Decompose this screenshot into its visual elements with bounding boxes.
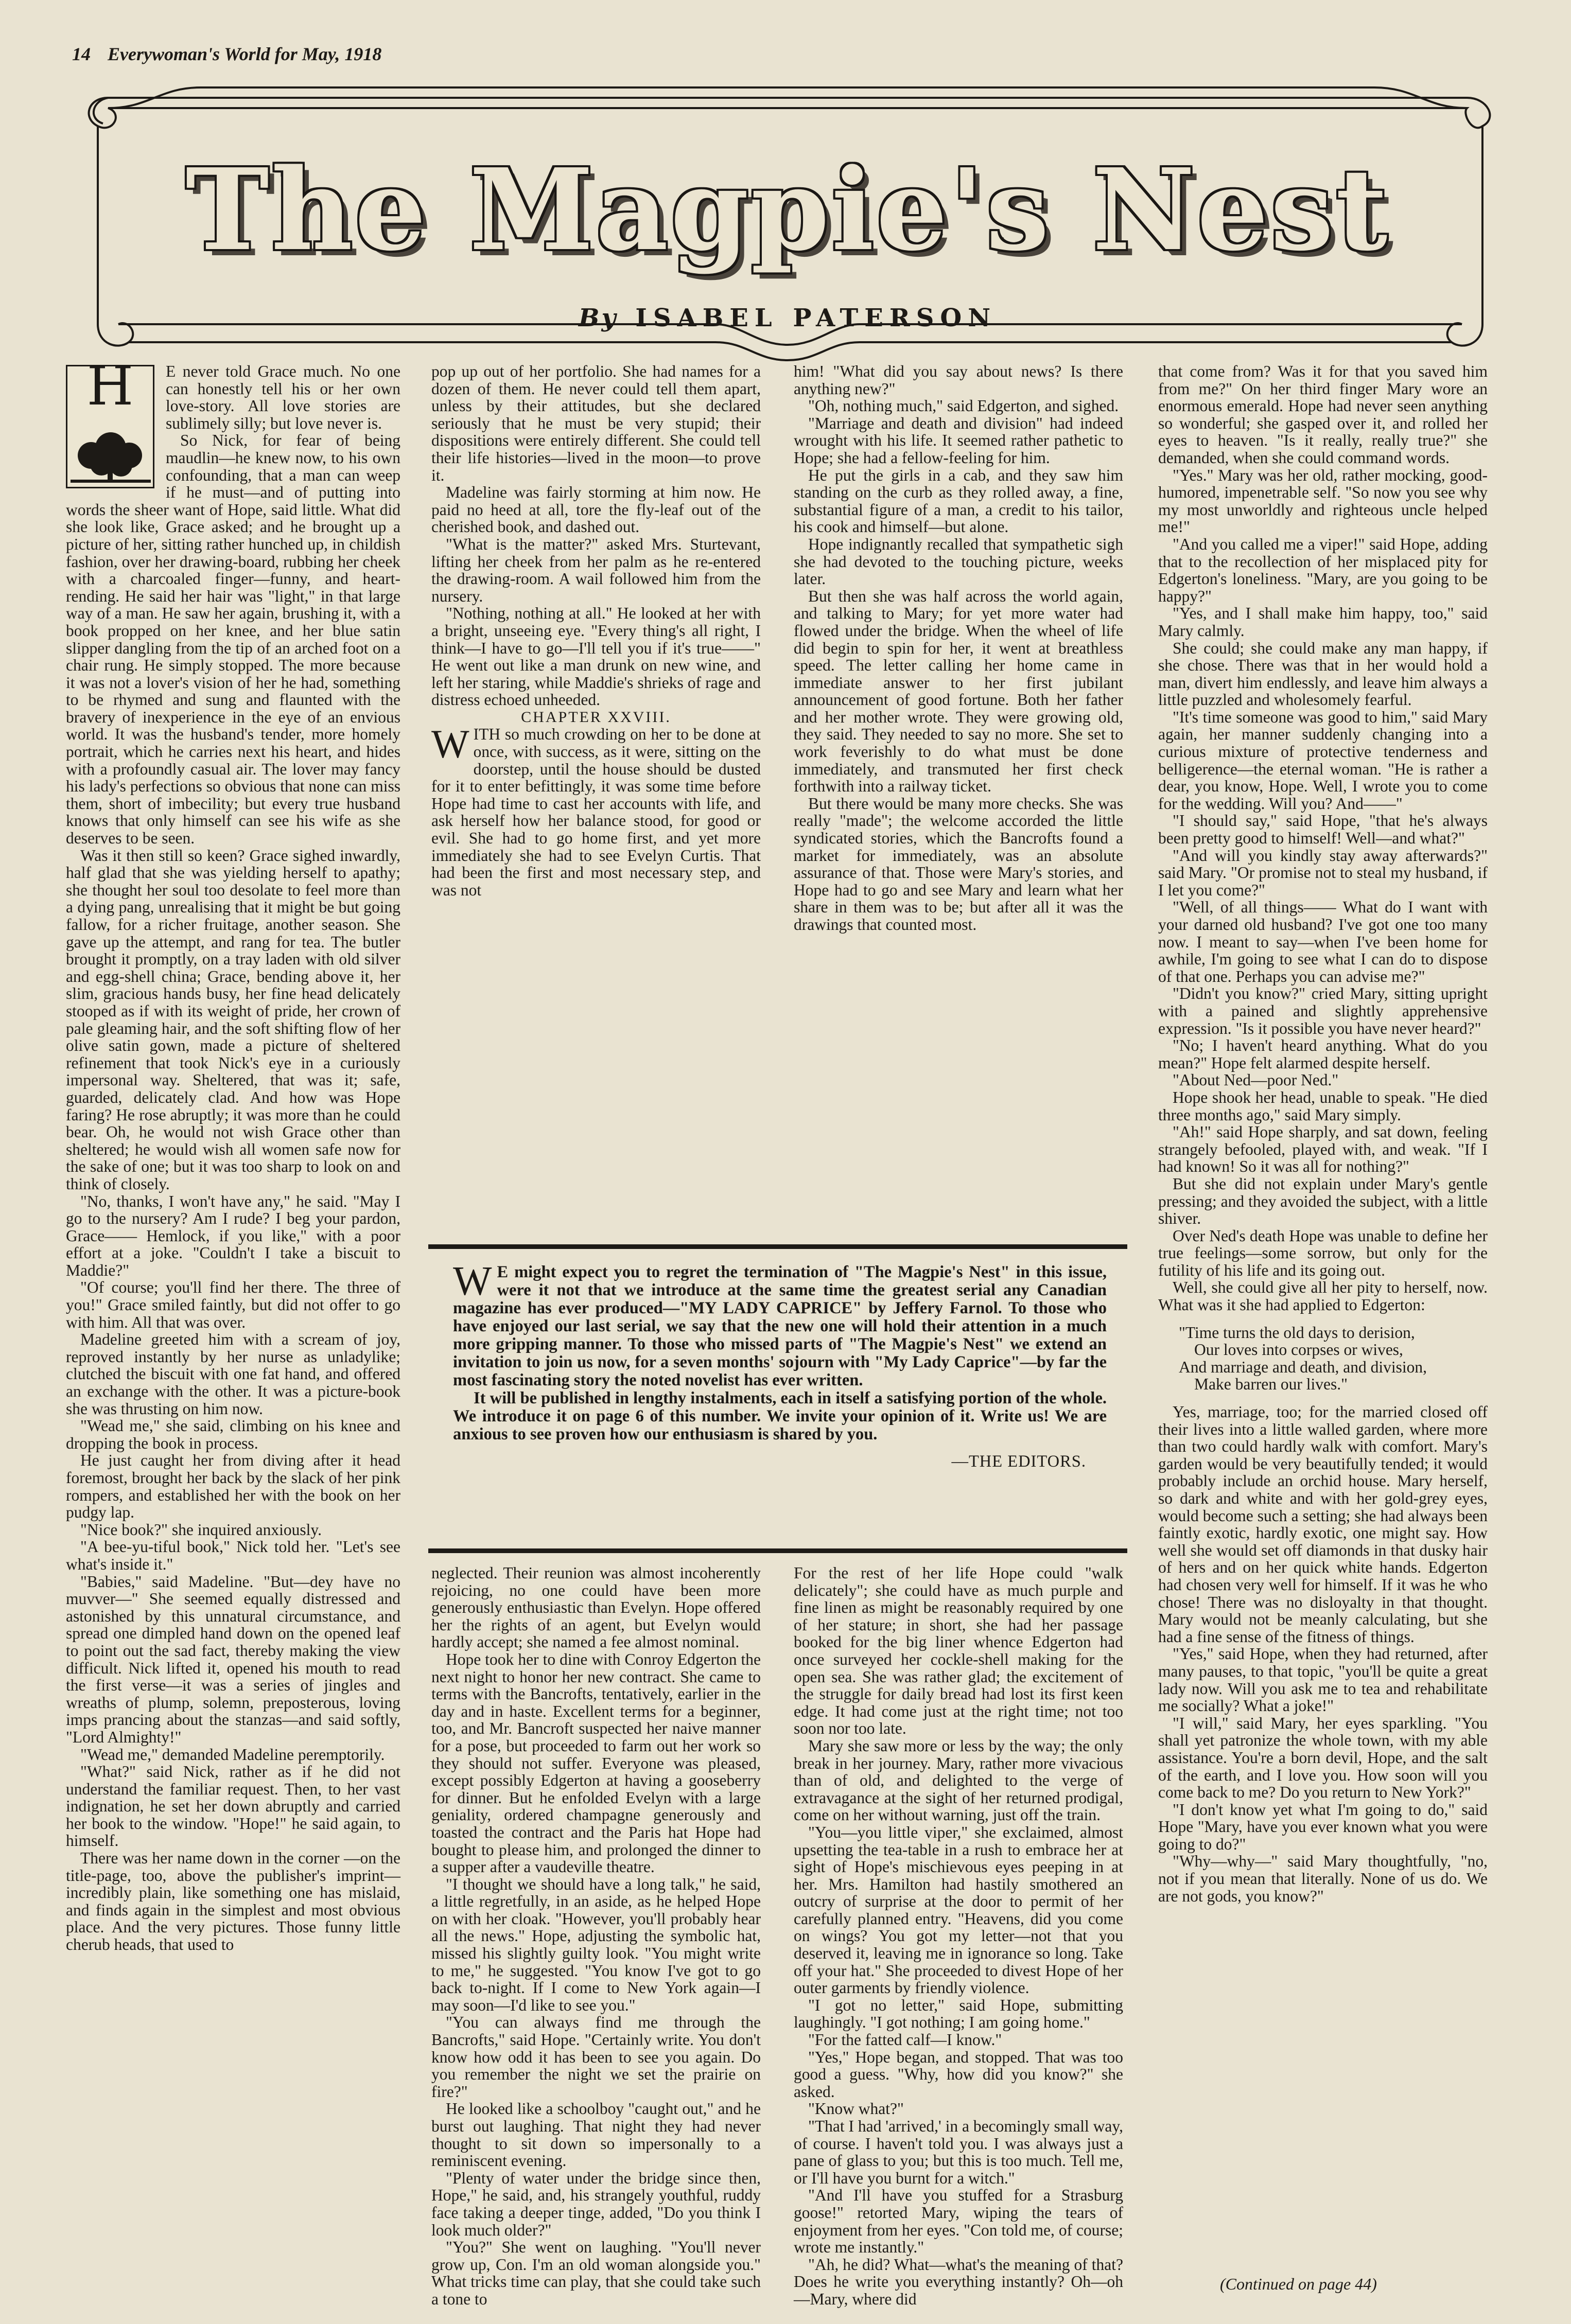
paragraph: She could; she could make any man happy, if she chose. There was that in her would hold a man, divert him endlessly, and leave him always a little puzzled and wholesomely fearful. — [1158, 639, 1488, 709]
page-number: 14 — [72, 44, 91, 64]
notice-initial: W — [453, 1259, 492, 1304]
byline — [77, 304, 1498, 332]
paragraph: "You can always find me through the Bancrofts," said Hope. "Certainly write. You don't know how odd it has been to see you again. Do you remember the night we set the prairie on fire?" — [431, 2013, 761, 2101]
paragraph: He put the girls in a cab, and they saw him standing on the curb as they rolled away, a fine, substantial figure of a man, a credit to his tailor, his cook and himself—but alone. — [794, 466, 1123, 536]
paragraph: "Yes," Hope began, and stopped. That was too good a guess. "Why, how did you know?" she asked. — [794, 2048, 1123, 2101]
paragraph: He just caught her from diving after it head foremost, brought her back by the slack of her pink rompers, and established her with the book on her pudgy lap. — [66, 1451, 400, 1522]
paragraph: "What?" said Nick, rather as if he did not understand the familiar request. Then, to her vast indignation, he set her down abruptly and carried her book to the window. "Hope!" he said again, to himself. — [66, 1763, 400, 1850]
paragraph: "A bee-yu-tiful book," Nick told her. "Let's see what's inside it." — [66, 1538, 400, 1573]
paragraph: neglected. Their reunion was almost incoherently rejoicing, no one could have been more generously enthusiastic than Evelyn. Hope offered her the rights of an agent, but Evelyn would hardly accept; she named a fee almost nominal. — [431, 1564, 761, 1651]
chapter-heading: CHAPTER XXVIII. — [521, 708, 671, 726]
column-2-top — [431, 363, 761, 899]
paragraph: Yes, marriage, too; for the married closed off their lives into a little walled garden, where more than two could hardly walk with comfort. Mary's garden would be very beautifully tended; it would probably include an orchid house. Mary herself, so dark and white and with her gold-grey eyes, would become such a setting; she had always been faintly exotic, hardly exotic, one might say. How well she would set off diamonds in that dusky hair of hers and on her quick white hands. Edgerton had chosen very well for himself. If it was he who chose! There was no disloyalty in that thought. Mary would not be meanly calculating, but she had a fine sense of the fitness of things. — [1158, 1403, 1488, 1646]
title-frame — [77, 77, 1498, 363]
paragraph: Hope indignantly recalled that sympathetic sigh she had devoted to the touching picture, weeks later. — [794, 535, 1123, 588]
drop-cap — [66, 355, 154, 488]
paragraph: Mary she saw more or less by the way; the only break in her journey. Mary, rather more vivacious than of old, and delighted to the verge of extravagance at the sight of her returned prodigal, come on her without warning, just off the train. — [794, 1736, 1123, 1824]
paragraph: "That I had 'arrived,' in a becomingly small way, of course. I haven't told you. I was always just a pane of glass to you; but this is too much. Tell me, or I'll have you burnt for a witch." — [794, 2117, 1123, 2187]
paragraph: Hope shook her head, unable to speak. "He died three months ago," said Mary simply. — [1158, 1088, 1488, 1124]
editors-notice — [453, 1259, 1107, 1471]
paragraph: "I should say," said Hope, "that he's always been pretty good to himself! Well—and what?" — [1158, 812, 1488, 848]
paragraph: "Wead me," she said, climbing on his knee and dropping the book in process. — [66, 1417, 400, 1452]
notice-text: E might expect you to regret the termination of "The Magpie's Nest" in this issue, were it not that we introduce at the same time the greatest serial any Canadian magazine has ever produced—"MY LADY CAPRICE" by Jeffery Farnol. To those who have enjoyed our last serial, we say that the new one will hold their attention in a much more gripping manner. To those who missed parts of "The Magpie's Nest" we extend an invitation to join us now, for a seven months' sojourn with "My Lady Caprice"—by far the most fascinating story the noted novelist has ever written. — [453, 1263, 1107, 1389]
chapter-text: ITH so much crowding on her to be done at once, with success, as it were, sitting on the doorstep, until the house should be dusted for it to enter befittingly, it was some time before Hope had time to cast her accounts with life, and ask herself how her balance stood, for good or evil. She had to go home first, and yet more immediately she had to see Evelyn Curtis. That had been the first and most necessary step, and was not — [431, 725, 761, 899]
paragraph: "And will you kindly stay away afterwards?" said Mary. "Or promise not to steal my husband, if I let you come?" — [1158, 846, 1488, 899]
paragraph: "Yes, and I shall make him happy, too," said Mary calmly. — [1158, 604, 1488, 640]
paragraph: E never told Grace much. No one can honestly tell his or her own love-story. All love stories are sublimely silly; but love never is. — [166, 362, 400, 432]
paragraph: pop up out of her portfolio. She had names for a dozen of them. He never could tell them apart, unless by their attitudes, but she declared seriously that he must be very stupid; their dispositions were entirely different. She could tell their life histories—lived in the moon—to prove it. — [431, 362, 761, 484]
verse-line: Our loves into corpses or wives, — [1194, 1341, 1403, 1359]
verse-line: Make barren our lives." — [1194, 1375, 1348, 1394]
column-2-bottom — [431, 1564, 761, 2308]
chapter-opening — [431, 721, 761, 899]
paragraph: "No; I haven't heard anything. What do you mean?" Hope felt alarmed despite herself. — [1158, 1036, 1488, 1072]
paragraph: "I don't know yet what I'm going to do," said Hope "Mary, have you ever known what you were going to do?" — [1158, 1800, 1488, 1853]
notice-paragraph-2 — [453, 1389, 1107, 1443]
author-name: ISABEL PATERSON — [635, 304, 997, 332]
paragraph: "I will," said Mary, her eyes sparkling. "You shall yet patronize the whole town, with my able assistance. You're a born devil, Hope, and the salt of the earth, and I love you. How soon will you come back to me? Do you return to New York?" — [1158, 1714, 1488, 1802]
paragraph: "It's time someone was good to him," said Mary again, her manner suddenly changing into a curious mixture of protective tenderness and belligerence—the eternal woman. "He is rather a dear, you know, Hope. Well, I wrote you to come for the wedding. Will you? And——" — [1158, 708, 1488, 813]
verse-line: And marriage and death, and division, — [1179, 1358, 1427, 1376]
column-4 — [1158, 363, 1488, 1905]
column-3-top — [794, 363, 1123, 934]
page-header — [72, 43, 381, 65]
paragraph: "Plenty of water under the bridge since then, Hope," he said, and, his strangely youthful, ruddy face taking a deeper tinge, added, "Do you think I look much older?" — [431, 2169, 761, 2239]
column-1 — [66, 355, 400, 1954]
paragraph: "Well, of all things—— What do I want with your darned old husband? I've got one too many now. I meant to say—when I've been home for awhile, I'm going to see what I can do to dispose of that one. Perhaps you can advise me?" — [1158, 898, 1488, 985]
paragraph: "Why—why—" said Mary thoughtfully, "no, not if you mean that literally. None of us do. We are not gods, you know?" — [1158, 1852, 1488, 1905]
paragraph: "Know what?" — [808, 2100, 904, 2118]
paragraph: Hope took her to dine with Conroy Edgerton the next night to honor her new contract. She came to terms with the Bancrofts, tentatively, earlier in the day and in haste. Excellent terms for a beginner, too, and Mr. Bancroft suspected her naive manner for a pose, but proceeded to farm out her work so they should not suffer. Everyone was pleased, except possibly Edgerton at having a gooseberry for dinner. But he enfolded Evelyn with a large geniality, ordered champagne generously and toasted the contract and the Paris hat Hope had bought to please him, and prolonged the dinner to a supper after a vaudeville theatre. — [431, 1650, 761, 1876]
continued-note: (Continued on page 44) — [1220, 2275, 1377, 2293]
paragraph: "About Ned—poor Ned." — [1173, 1071, 1339, 1089]
paragraph: "Didn't you know?" cried Mary, sitting upright with a pained and slightly apprehensive expression. "Is it possible you have never heard?" — [1158, 984, 1488, 1037]
paragraph: "Babies," said Madeline. "But—dey have no muvver—" She seemed equally distressed and astonished by this unnatural circumstance, and spread one dimpled hand down on the opened leaf to point out the sad fact, thereby making the view difficult. Nick lifted it, opened his mouth to read the first verse—it was a series of jingles and wreaths of plump, solemn, preposterous, loving imps prancing about the stanzas—and said softly, "Lord Almighty!" — [66, 1572, 400, 1746]
paragraph: "Nothing, nothing at all." He looked at her with a bright, unseeing eye. "Every thing's all right, I think—I have to go—I'll tell you if it's true——" He went out like a man drunk on new wine, and left her staring, while Maddie's shrieks of rage and distress echoed unheeded. — [431, 604, 761, 709]
notice-signature: —THE EDITORS. — [951, 1452, 1086, 1471]
paragraph: But there would be many more checks. She was really "made"; the welcome accorded the little syndicated stories, which the Bancrofts found a market for immediately, was an absolute assurance of that. Those were Mary's stories, and Hope had to go and see Mary and learn what her share in them was to be; but after all it was the drawings that counted most. — [794, 794, 1123, 934]
tree-illustration-icon — [71, 427, 151, 484]
byline-prefix: By — [578, 304, 618, 332]
paragraph: "I got no letter," said Hope, submitting laughingly. "I got nothing; I am going home." — [794, 1996, 1123, 2032]
paragraph: For the rest of her life Hope could "walk delicately"; she could have as much purple and fine linen as might be reasonably required by one of her stature; in short, she had her passage booked for the big liner whence Edgerton had once surveyed her cockle-shell making for the open sea. She was rather glad; the excitement of the struggle for daily bread had lost its first keen edge. It had come just at the right time; not too soon nor too late. — [794, 1564, 1123, 1738]
paragraph: "I thought we should have a long talk," he said, a little regretfully, in an aside, as he helped Hope on with her cloak. "However, you'll probably hear all the news." Hope, adjusting the symbolic hat, missed his slightly guilty look. "You might write to me," he suggested. "You know I've got to go back to-night. If I come to New York again—I may soon—I'd like to see you." — [431, 1875, 761, 2014]
paragraph: So Nick, for fear of being maudlin—he knew now, to his own confounding, that a man can weep if he must—and of putting into words the sheer want of Hope, said little. What did she look like, Grace asked; and he brought up a picture of her, sitting rather hunched up, in childish fashion, over her drawing-board, rubbing her cheek with a charcoaled finger—funny, and heart-rending. He said her hair was "light," in that large way of a man. He saw her again, brushing it, with a book propped on her knee, and her blue satin slipper dangling from the tip of an arched foot on a chair rung. He simply stopped. The more because it was not a lover's vision of her he had, something to be rhymed and sung and flaunted with the bravery of inexperience in the eye of an envious world. It was the husband's tender, more homely portrait, which he carries next his heart, and hides with a profoundly casual air. The lover may fancy his lady's perfections so obvious that none can miss them, short of imbecility; but every true husband knows that only himself can see his wife as she deserves to be seen. — [66, 431, 400, 848]
magazine-name: Everywoman's World for May, 1918 — [108, 44, 382, 64]
paragraph: "Yes," said Hope, when they had returned, after many pauses, to that topic, "you'll be quite a great lady now. Will you ask me to tea and rehabilitate me socially? What a joke!" — [1158, 1645, 1488, 1715]
paragraph: He looked like a schoolboy "caught out," and he burst out laughing. That night they had never thought to sit down so impersonally to a reminiscent evening. — [431, 2100, 761, 2170]
paragraph: "Yes." Mary was her old, rather mocking, good-humored, impenetrable self. "So now you see why my most unworldly and righteous uncle helped me!" — [1158, 466, 1488, 536]
paragraph: "No, thanks, I won't have any," he said. "May I go to the nursery? Am I rude? I beg your pardon, Grace—— Hemlock, if you like," with a poor effort at a joke. "Couldn't I take a biscuit to Maddie?" — [66, 1192, 400, 1279]
paragraph: "You?" She went on laughing. "You'll never grow up, Con. I'm an old woman alongside you." What tricks time can play, that she could take such a tone to — [431, 2238, 761, 2308]
paragraph: that come from? Was it for that you saved him from me?" On her third finger Mary wore an enormous emerald. Hope had never seen anything so wonderful; she gasped over it, and rolled her eyes to heaven. "Is it really, really true?" she demanded, when she could command words. — [1158, 362, 1488, 467]
paragraph: "Marriage and death and division" had indeed wrought with his life. It seemed rather pathetic to Hope; she had a fellow-feeling for him. — [794, 414, 1123, 467]
paragraph: Madeline was fairly storming at him now. He paid no heed at all, tore the fly-leaf out of the cherished book, and dashed out. — [431, 483, 761, 536]
paragraph: him! "What did you say about news? Is there anything new?" — [794, 362, 1123, 398]
notice-text-2: It will be published in lengthy instalments, each in itself a satisfying portion of the whole. We introduce it on page 6 of this number. We invite your opinion of it. Write us! We are anxious to see proven how our enthusiasm is shared by you. — [453, 1389, 1107, 1443]
verse-quote — [1179, 1324, 1488, 1393]
paragraph: Madeline greeted him with a scream of joy, reproved instantly by her nurse as unladylike; clutched the biscuit with one fat hand, and offered an exchange with the other. It was a picture-book she was thrusting on him now. — [66, 1330, 400, 1418]
paragraph: Over Ned's death Hope was unable to define her true feelings—some sorrow, but only for the futility of his life and its going out. — [1158, 1226, 1488, 1279]
paragraph: There was her name down in the corner —on the title-page, too, above the publisher's imprint—incredibly plain, like something one has mislaid, and finds again in the simplest and most obvious place. And the very pictures. Those funny little cherub heads, that used to — [66, 1849, 400, 1954]
paragraph: "Nice book?" she inquired anxiously. — [80, 1520, 322, 1539]
paragraph: Was it then still so keen? Grace sighed inwardly, half glad that she was yielding herself to apathy; she thought her soul too desolate to feel more than a dying pang, unrealising that it might be but going fallow, for a richer fruitage, another season. She gave up the attempt, and rang for tea. The butler brought it promptly, on a tray laden with old silver and egg-shell china; Grace, bending above it, her slim, gracious hands busy, her fine head delicately stooped as if with its weight of pride, her crown of pale gleaming hair, and the soft shifting flow of her olive satin gown, made a picture of sheltered refinement that took Nick's eye in a curiously impersonal way. Sheltered, that was it; safe, guarded, delicately clad. And how was Hope faring? He rose abruptly; it was more than he could bear. Oh, he would not wish Grace other than sheltered; he would wish all women safe now for the sake of one; but it was too sharp to look on and think of closely. — [66, 846, 400, 1193]
paragraph: But then she was half across the world again, and talking to Mary; for yet more water had flowed under the bridge. When the wheel of life did begin to spin for her, it went at breathless speed. The letter calling her home came in immediate answer to her first jubilant announcement of good fortune. Both her father and her mother wrote. They were growing old, they said. They needed to say no more. She set to work feverishly to do what must be done immediately, and transmuted her first check forthwith into a railway ticket. — [794, 587, 1123, 796]
paragraph: "Of course; you'll find her there. The three of you!" Grace smiled faintly, but did not offer to go with him. All that was over. — [66, 1278, 400, 1331]
notice-paragraph — [453, 1259, 1107, 1389]
drop-cap-letter: H — [86, 355, 134, 417]
article-title: The Magpie's Nest — [185, 144, 1390, 276]
paragraph: "And I'll have you stuffed for a Strasburg goose!" retorted Mary, wiping the tears of enjoyment from her eyes. "Con told me, of course; wrote me instantly." — [794, 2186, 1123, 2257]
paragraph: "Wead me," demanded Madeline peremptorily. — [80, 1745, 385, 1764]
column-3-bottom — [794, 1564, 1123, 2308]
paragraph: Well, she could give all her pity to herself, now. What was it she had applied to Edgerton: — [1158, 1278, 1488, 1314]
chapter-initial: W — [431, 721, 469, 767]
paragraph: "Ah, he did? What—what's the meaning of that? Does he write you everything instantly? Oh—oh—Mary, where did — [794, 2255, 1123, 2308]
paragraph: "And you called me a viper!" said Hope, adding that to the recollection of her misplaced pity for Edgerton's loneliness. "Mary, are you going to be happy?" — [1158, 535, 1488, 605]
paragraph: But she did not explain under Mary's gentle pressing; and they avoided the subject, with a little shiver. — [1158, 1174, 1488, 1228]
paragraph: "For the fatted calf—I know." — [808, 2031, 1002, 2049]
paragraph: "Oh, nothing much," said Edgerton, and sighed. — [808, 397, 1119, 415]
verse-line: "Time turns the old days to derision, — [1179, 1323, 1415, 1342]
paragraph: "Ah!" said Hope sharply, and sat down, feeling strangely befooled, played with, and weak. "If I had known! So it was all for nothing?" — [1158, 1123, 1488, 1176]
paragraph: "What is the matter?" asked Mrs. Sturtevant, lifting her cheek from her palm as he re-entered the drawing-room. A wail followed him from the nursery. — [431, 535, 761, 605]
paragraph: "You—you little viper," she exclaimed, almost upsetting the tea-table in a rush to embrace her at sight of Hope's mischievous eyes peeping in at her. Mrs. Hamilton had hastily smothered an outcry of surprise at the door to permit of her carefully planned entry. "Heavens, did you come on wings? You got my letter—not that you deserved it, leaving me in ignorance so long. Take off your hat." She proceeded to divest Hope of her outer garments by friendly violence. — [794, 1823, 1123, 1997]
